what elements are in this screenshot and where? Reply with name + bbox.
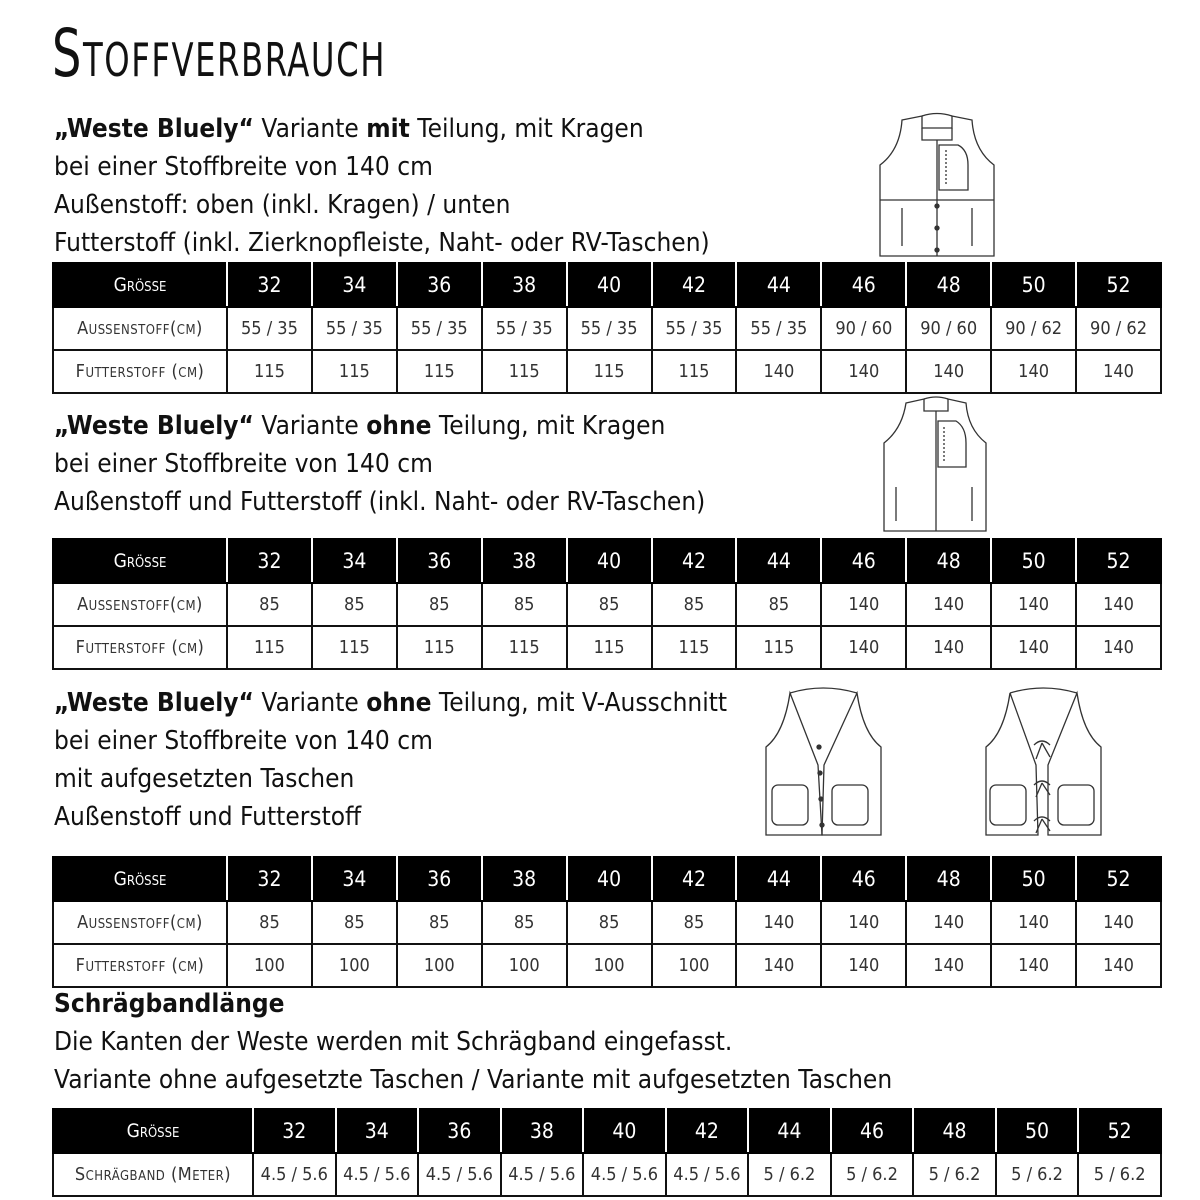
value-cell: 5 / 6.2 [748,1153,831,1196]
value-cell: 85 [227,901,312,944]
value-cell: 5 / 6.2 [831,1153,914,1196]
size-header-label: Größe [53,263,227,307]
value-cell: 4.5 / 5.6 [501,1153,584,1196]
section-2-line-3: Außenstoff und Futterstoff (inkl. Naht- oder RV-Taschen) [54,487,706,517]
size-header-cell: 52 [1076,263,1161,307]
size-header-cell: 48 [906,539,991,583]
table-row [53,350,1161,393]
size-header-cell: 40 [567,539,652,583]
size-header-cell: 46 [821,539,906,583]
value-cell: 85 [227,583,312,626]
row-label: Futterstoff (cm) [53,944,227,987]
value-cell: 115 [482,350,567,393]
size-header-cell: 38 [482,539,567,583]
size-table-2 [52,538,1162,670]
value-cell: 115 [652,626,737,669]
value-cell: 100 [567,944,652,987]
value-cell: 140 [821,944,906,987]
value-cell: 115 [397,350,482,393]
table-row [53,626,1161,669]
value-cell: 4.5 / 5.6 [336,1153,419,1196]
section-3-intro [54,684,802,836]
page-title: Stoffverbrauch [52,15,387,92]
row-label: Außenstoff(cm) [53,901,227,944]
vest-collar-plain-icon [868,395,1003,535]
value-cell: 85 [312,583,397,626]
size-header-cell: 32 [227,857,312,901]
value-cell: 90 / 62 [991,307,1076,350]
value-cell: 5 / 6.2 [996,1153,1079,1196]
section-4-intro [54,985,985,1099]
value-cell: 85 [736,583,821,626]
size-header-cell: 44 [736,263,821,307]
value-cell: 140 [906,944,991,987]
value-cell: 4.5 / 5.6 [253,1153,336,1196]
value-cell: 140 [736,944,821,987]
value-cell: 55 / 35 [227,307,312,350]
value-cell: 140 [991,944,1076,987]
value-cell: 140 [821,626,906,669]
table-row [53,1153,1161,1196]
section-1-line-3: Außenstoff: oben (inkl. Kragen) / unten [54,190,511,220]
value-cell: 115 [567,350,652,393]
size-header-cell: 50 [996,1109,1079,1153]
value-cell: 140 [1076,901,1161,944]
size-header-cell: 34 [336,1109,419,1153]
value-cell: 140 [991,350,1076,393]
value-cell: 85 [652,583,737,626]
size-header-cell: 52 [1078,1109,1161,1153]
value-cell: 115 [482,626,567,669]
size-header-cell: 36 [397,539,482,583]
value-cell: 100 [312,944,397,987]
size-header-cell: 34 [312,857,397,901]
size-header-cell: 34 [312,539,397,583]
section-4-line-2: Die Kanten der Weste werden mit Schrägband eingefasst. [54,1027,733,1057]
section-2-line-2: bei einer Stoffbreite von 140 cm [54,449,433,479]
table-row [53,307,1161,350]
size-header-cell: 34 [312,263,397,307]
size-header-cell: 32 [227,539,312,583]
size-header-cell: 48 [913,1109,996,1153]
section-3-line-2: bei einer Stoffbreite von 140 cm [54,726,433,756]
value-cell: 115 [397,626,482,669]
value-cell: 115 [652,350,737,393]
value-cell: 140 [1076,583,1161,626]
section-1-line-2: bei einer Stoffbreite von 140 cm [54,152,433,182]
value-cell: 55 / 35 [736,307,821,350]
size-header-cell: 44 [736,539,821,583]
size-header-cell: 48 [906,857,991,901]
size-table-3 [52,856,1162,988]
value-cell: 140 [821,583,906,626]
section-1-line-4: Futterstoff (inkl. Zierknopfleiste, Naht- oder RV-Taschen) [54,228,710,258]
vest-collar-divided-icon [862,110,1012,260]
size-header-cell: 50 [991,857,1076,901]
vest-v-neck-ties-icon [976,685,1111,840]
table-row [53,583,1161,626]
vest-v-neck-buttons-icon [756,685,891,840]
value-cell: 115 [736,626,821,669]
section-3-line-4: Außenstoff und Futterstoff [54,802,362,832]
table-row [53,944,1161,987]
size-header-cell: 42 [652,539,737,583]
size-header-cell: 50 [991,263,1076,307]
row-label: Außenstoff(cm) [53,583,227,626]
value-cell: 55 / 35 [482,307,567,350]
value-cell: 5 / 6.2 [1078,1153,1161,1196]
value-cell: 140 [906,583,991,626]
value-cell: 140 [906,350,991,393]
row-label: Futterstoff (cm) [53,350,227,393]
size-header-label: Größe [53,539,227,583]
size-header-cell: 50 [991,539,1076,583]
size-header-cell: 46 [821,857,906,901]
value-cell: 55 / 35 [652,307,737,350]
value-cell: 55 / 35 [312,307,397,350]
value-cell: 55 / 35 [567,307,652,350]
value-cell: 140 [821,350,906,393]
size-header-cell: 42 [652,263,737,307]
value-cell: 85 [312,901,397,944]
value-cell: 100 [227,944,312,987]
value-cell: 100 [397,944,482,987]
size-header-cell: 52 [1076,539,1161,583]
size-header-cell: 36 [397,263,482,307]
size-header-cell: 38 [482,263,567,307]
row-label: Außenstoff(cm) [53,307,227,350]
size-header-cell: 32 [227,263,312,307]
value-cell: 140 [1076,350,1161,393]
value-cell: 140 [991,626,1076,669]
value-cell: 90 / 60 [906,307,991,350]
value-cell: 115 [312,350,397,393]
value-cell: 85 [567,901,652,944]
section-4-heading: Schrägbandlänge [54,989,285,1019]
table-row [53,901,1161,944]
value-cell: 4.5 / 5.6 [666,1153,749,1196]
size-table-1 [52,262,1162,394]
section-2-heading: „Weste Bluely“ Variante ohne Teilung, mit Kragen [54,411,666,441]
size-header-cell: 42 [652,857,737,901]
size-header-cell: 46 [831,1109,914,1153]
value-cell: 100 [482,944,567,987]
section-1-intro [54,110,783,262]
size-table-4 [52,1108,1162,1197]
size-header-cell: 48 [906,263,991,307]
row-label: Futterstoff (cm) [53,626,227,669]
size-header-cell: 52 [1076,857,1161,901]
size-header-cell: 44 [736,857,821,901]
value-cell: 140 [991,901,1076,944]
size-header-cell: 40 [567,263,652,307]
value-cell: 90 / 62 [1076,307,1161,350]
value-cell: 4.5 / 5.6 [418,1153,501,1196]
value-cell: 140 [736,350,821,393]
size-header-cell: 42 [666,1109,749,1153]
value-cell: 5 / 6.2 [913,1153,996,1196]
value-cell: 55 / 35 [397,307,482,350]
value-cell: 140 [821,901,906,944]
size-header-label: Größe [53,1109,253,1153]
section-4-line-3: Variante ohne aufgesetzte Taschen / Variante mit aufgesetzten Taschen [54,1065,893,1095]
value-cell: 90 / 60 [821,307,906,350]
size-header-cell: 46 [821,263,906,307]
size-header-cell: 44 [748,1109,831,1153]
value-cell: 85 [652,901,737,944]
value-cell: 85 [397,583,482,626]
row-label: Schrägband (Meter) [53,1153,253,1196]
value-cell: 140 [906,901,991,944]
size-header-cell: 38 [482,857,567,901]
value-cell: 140 [1076,626,1161,669]
value-cell: 85 [482,901,567,944]
size-header-label: Größe [53,857,227,901]
value-cell: 100 [652,944,737,987]
value-cell: 140 [1076,944,1161,987]
size-header-cell: 32 [253,1109,336,1153]
value-cell: 85 [567,583,652,626]
section-1-heading: „Weste Bluely“ Variante mit Teilung, mit Kragen [54,114,644,144]
section-3-heading: „Weste Bluely“ Variante ohne Teilung, mit V-Ausschnitt [54,688,728,718]
value-cell: 140 [736,901,821,944]
value-cell: 140 [991,583,1076,626]
size-header-cell: 36 [397,857,482,901]
section-3-line-3: mit aufgesetzten Taschen [54,764,355,794]
value-cell: 85 [397,901,482,944]
size-header-cell: 40 [567,857,652,901]
value-cell: 115 [227,350,312,393]
value-cell: 115 [567,626,652,669]
value-cell: 85 [482,583,567,626]
size-header-cell: 40 [583,1109,666,1153]
value-cell: 115 [227,626,312,669]
size-header-cell: 36 [418,1109,501,1153]
value-cell: 4.5 / 5.6 [583,1153,666,1196]
value-cell: 115 [312,626,397,669]
section-2-intro [54,407,778,521]
size-header-cell: 38 [501,1109,584,1153]
value-cell: 140 [906,626,991,669]
